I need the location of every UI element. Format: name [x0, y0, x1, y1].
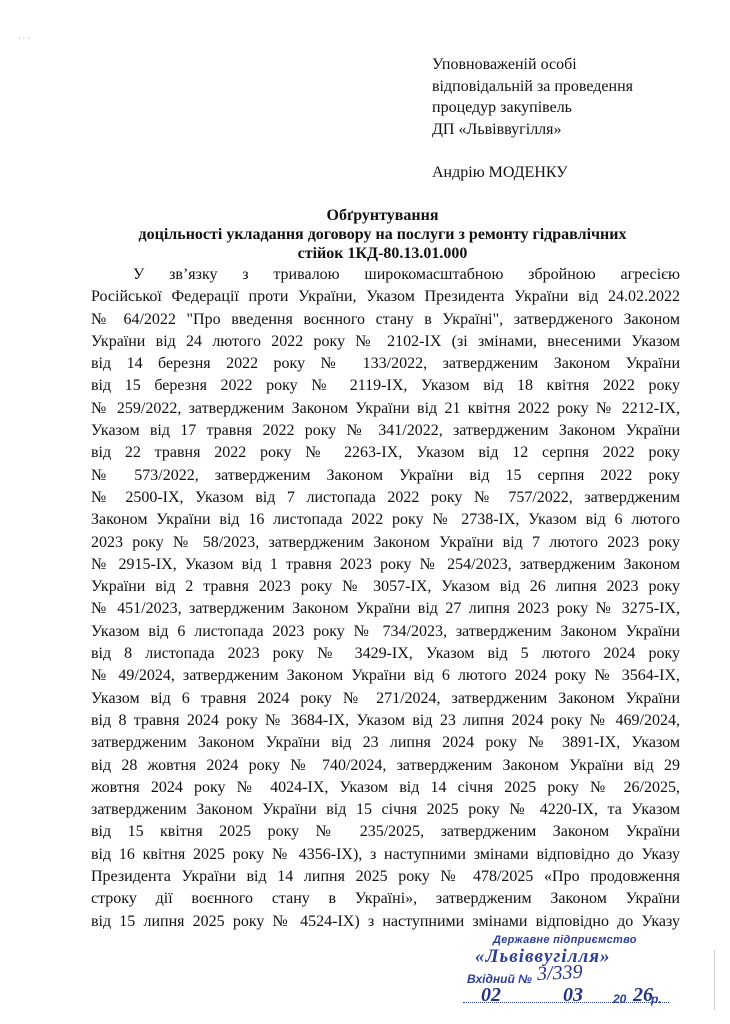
body-line: від 8 травня 2024 року № 3684-IX, Указом від 23 липня 2024 року № 469/2024,: [91, 711, 680, 729]
body-line: від 14 березня 2022 року № 133/2022, затвердженим Законом України: [91, 355, 680, 373]
stamp-year-label: р.: [651, 992, 662, 1006]
body-line: Указом від 17 травня 2022 року № 341/2022, затвердженим Законом України: [91, 422, 680, 440]
registration-stamp: [463, 934, 671, 1014]
body-line: України від 24 лютого 2022 року № 2102-IX (зі змінами, внесеними Указом: [91, 332, 680, 350]
body-line: Указом від 6 травня 2024 року № 271/2024, затвердженим Законом України: [91, 689, 680, 707]
body-line: від 15 липня 2025 року № 4524-IX) з наступними змінами відповідно до Указу: [91, 912, 680, 930]
body-line: № 2915-IX, Указом від 1 травня 2023 року № 254/2023, затвердженим Законом: [91, 555, 680, 573]
body-line: від 15 березня 2022 року № 2119-IX, Указом від 18 квітня 2022 року: [91, 377, 680, 395]
body-line: Законом України від 16 листопада 2022 року № 2738-IX, Указом від 6 лютого: [91, 511, 680, 529]
body-line: Президента України від 14 липня 2025 року № 478/2025 «Про продовження: [91, 868, 680, 886]
stamp-incoming-number: 3/339: [536, 960, 584, 986]
stamp-org-name: «Львіввугілля»: [475, 946, 611, 967]
body-line: затвердженим Законом України від 23 липня 2024 року № 3891-IX, Указом: [91, 734, 680, 752]
body-line: від 28 жовтня 2024 року № 740/2024, затвердженим Законом України від 29: [91, 756, 680, 774]
body-line: № 451/2023, затвердженим Законом України від 27 липня 2023 року № 3275-IX,: [91, 600, 680, 618]
heading-title: Обґрунтування: [326, 207, 439, 224]
document-heading: [90, 206, 675, 263]
addressee-block: [432, 54, 712, 184]
body-line: жовтня 2024 року № 4024-IX, Указом від 14 січня 2025 року № 26/2025,: [91, 778, 680, 796]
stamp-incoming-label: Вхідний №: [467, 972, 532, 986]
heading-subtitle: доцільності укладання договору на послуги з ремонту гідравлічних: [138, 226, 627, 243]
body-line: Указом від 6 листопада 2023 року № 734/2023, затвердженим Законом України: [91, 622, 680, 640]
body-line: від 16 квітня 2025 року № 4356-IX), з наступними змінами відповідно до Указу: [91, 845, 680, 863]
body-line: від 15 квітня 2025 року № 235/2025, затвердженим Законом України: [91, 823, 680, 841]
scan-edge-line: [714, 950, 715, 1010]
body-line: затвердженим Законом України від 15 січня 2025 року № 4220-IX, та Указом: [91, 801, 680, 819]
body-line: № 64/2022 "Про введення воєнного стану в Україні", затвердженого Законом: [91, 310, 680, 328]
body-line: строку дії воєнного стану в Україні», затвердженим Законом України: [91, 890, 680, 908]
body-line: 2023 року № 58/2023, затвердженим Законом України від 7 лютого 2023 року: [91, 533, 680, 551]
stamp-year-prefix: 20: [613, 992, 627, 1006]
addressee-line: відповідальній за проведення: [432, 77, 633, 95]
body-line: України від 2 травня 2023 року № 3057-IX, Указом від 26 липня 2023 року: [91, 578, 680, 596]
body-line: № 573/2022, затвердженим Законом України від 15 серпня 2022 року: [91, 466, 680, 484]
stamp-month: 03: [563, 984, 583, 1006]
body-paragraph: [91, 264, 680, 933]
body-line: Російської Федерації проти України, Указом Президента України від 24.02.2022: [91, 288, 680, 306]
body-line: № 2500-IX, Указом від 7 листопада 2022 року № 757/2022, затвердженим: [91, 488, 680, 506]
addressee-line: ДП «Львіввугілля»: [432, 120, 562, 138]
addressee-name: Андрію МОДЕНКУ: [432, 164, 568, 181]
body-line: від 22 травня 2022 року № 2263-IX, Указом від 12 серпня 2022 року: [91, 444, 680, 462]
stamp-year-suffix: 26: [633, 984, 653, 1006]
stamp-day: 02: [481, 984, 501, 1006]
heading-subject: стійок 1КД-80.13.01.000: [297, 245, 468, 262]
stamp-org-type: Державне підприємство: [493, 934, 637, 946]
body-line: № 49/2024, затвердженим Законом України від 6 лютого 2024 року № 3564-IX,: [91, 667, 680, 685]
body-line: від 8 листопада 2023 року № 3429-IX, Указом від 5 лютого 2024 року: [91, 645, 680, 663]
addressee-line: процедур закупівель: [432, 99, 572, 116]
body-line: № 259/2022, затвердженим Законом України від 21 квітня 2022 року № 2212-IX,: [91, 399, 680, 417]
addressee-line: Уповноваженій особі: [432, 56, 577, 73]
body-line: У зв’язку з тривалою широкомасштабною збройною агресією: [133, 266, 680, 283]
scan-mark: · · ·: [18, 34, 30, 43]
